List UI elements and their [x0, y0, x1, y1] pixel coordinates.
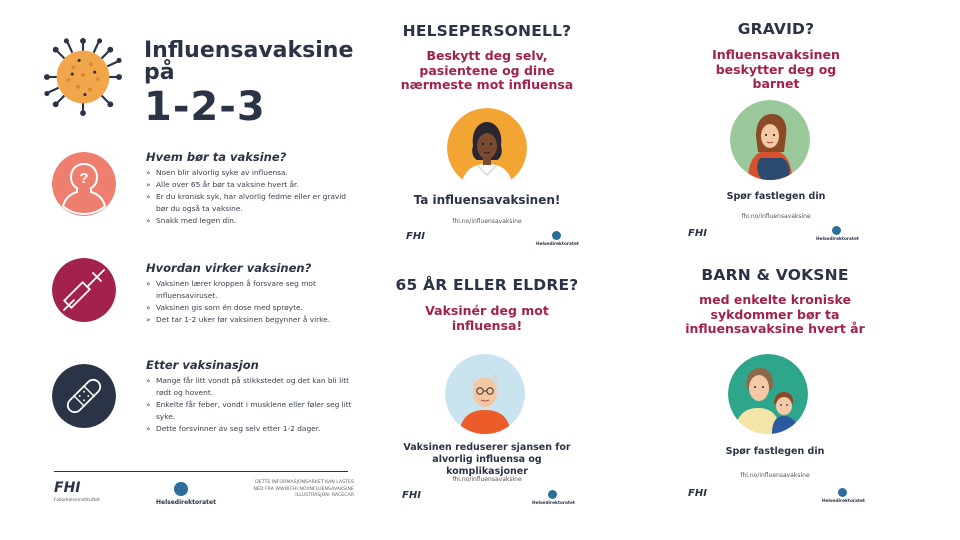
poster-cta: Ta influensavaksinen!: [413, 193, 561, 207]
footer-divider: [54, 471, 348, 472]
poster-url: fhi.no/influensavaksine: [452, 218, 522, 225]
main-title: [144, 40, 364, 128]
poster-cta: Spør fastlegen din: [725, 446, 825, 457]
question-person-icon: [52, 152, 116, 216]
poster-subheading: med enkelte kroniske sykdommer bør ta influensavaksine hvert år: [685, 292, 865, 337]
adult-and-child-portrait-icon: [728, 354, 808, 434]
bullet-item: » Vaksinen lærer kroppen å forsvare seg mot influensaviruset.: [146, 278, 356, 302]
poster-subheading: Beskytt deg selv, pasientene og dine nærmeste mot influensa: [400, 48, 574, 93]
section-heading: Etter vaksinasjon: [146, 358, 259, 372]
poster-eldre: [388, 276, 586, 508]
section-how-vaccine-works: [146, 261, 356, 326]
poster-barn-voksne: [672, 266, 878, 510]
helsedirektoratet-logo: Helsedirektoratet: [532, 501, 575, 506]
section-after-vaccination: [146, 358, 356, 435]
fhi-logo: FHI: [402, 490, 421, 501]
elderly-man-portrait-icon: [445, 354, 525, 434]
poster-subheading: Vaksinér deg mot influensa!: [425, 303, 549, 333]
bullet-item: » Noen blir alvorlig syke av influensa.: [146, 167, 356, 179]
download-note-line: NED FRA WWW.FHI.NO/INFLUENSAVAKSINE: [253, 486, 354, 492]
poster-gravid: [676, 20, 876, 246]
bullet-item: » Alle over 65 år bør ta vaksine hvert år.: [146, 179, 356, 191]
helsedirektoratet-mark-icon: [548, 490, 557, 499]
pregnant-woman-portrait-icon: [730, 100, 810, 180]
bullet-item: » Det tar 1-2 uker før vaksinen begynner å virke.: [146, 314, 356, 326]
fhi-logo: FHI: [688, 228, 707, 239]
poster-subheading: Influensavaksinen beskytter deg og barnet: [712, 47, 840, 92]
bullet-item: » Dette forsvinner av seg selv etter 1-2 dager.: [146, 423, 356, 435]
left-footer: [54, 480, 354, 510]
influenza-virus-icon: [44, 38, 122, 116]
section-who-should-vaccinate: [146, 150, 356, 227]
poster-heading: HELSEPERSONELL?: [402, 22, 572, 40]
bandage-icon: [52, 364, 116, 428]
helsedirektoratet-mark-icon: [832, 226, 841, 235]
syringe-icon: [52, 258, 116, 322]
fhi-logo: FHI: [406, 231, 425, 242]
bullet-item: » Er du kronisk syk, har alvorlig fedme eller er gravid bør du også ta vaksine.: [146, 191, 356, 215]
poster-heading: BARN & VOKSNE: [701, 266, 849, 284]
section-heading: Hvem bør ta vaksine?: [146, 150, 287, 164]
helsedirektoratet-logo: Helsedirektoratet: [816, 237, 859, 242]
fhi-fullname: Folkehelseinstituttet: [54, 498, 100, 503]
poster-helsepersonell: [388, 22, 586, 254]
bullet-item: » Vaksinen gis som én dose med sprøyte.: [146, 302, 356, 314]
helsedirektoratet-logo: Helsedirektoratet: [822, 499, 865, 504]
svg-text:?: ?: [79, 170, 89, 187]
poster-url: fhi.no/influensavaksine: [452, 476, 522, 483]
nurse-portrait-icon: [447, 108, 527, 188]
fhi-logo: FHI: [688, 488, 707, 499]
helsedirektoratet-logo: Helsedirektoratet: [156, 499, 216, 506]
poster-cta: Spør fastlegen din: [726, 191, 826, 202]
helsedirektoratet-mark-icon: [552, 231, 561, 240]
poster-heading: GRAVID?: [737, 20, 815, 38]
helsedirektoratet-mark-icon: [174, 482, 188, 496]
download-note: [236, 480, 354, 500]
left-info-poster: [0, 0, 370, 540]
poster-url: fhi.no/influensavaksine: [740, 472, 810, 479]
section-heading: Hvordan virker vaksinen?: [146, 261, 312, 275]
helsedirektoratet-logo: Helsedirektoratet: [536, 242, 579, 247]
bullet-item: » Mange får litt vondt på stikkstedet og det kan bli litt rødt og hovent.: [146, 375, 356, 399]
helsedirektoratet-mark-icon: [838, 488, 847, 497]
poster-url: fhi.no/influensavaksine: [741, 213, 811, 220]
bullet-item: » Enkelte får feber, vondt i musklene eller føler seg litt syke.: [146, 399, 356, 423]
illustration-credit: ILLUSTRASJON: RACECAR: [295, 493, 354, 498]
main-title-line1: Influensavaksine på: [144, 38, 354, 86]
fhi-logo: FHI: [54, 480, 81, 496]
poster-heading: 65 ÅR ELLER ELDRE?: [395, 276, 579, 294]
download-note-line: DETTE INFORMASJONSARKET KAN LASTES: [255, 480, 354, 485]
poster-cta: Vaksinen reduserer sjansen for alvorlig influensa og komplikasjoner: [403, 442, 571, 477]
main-title-line2: 1-2-3: [144, 83, 266, 130]
bullet-item: » Snakk med legen din.: [146, 215, 356, 227]
